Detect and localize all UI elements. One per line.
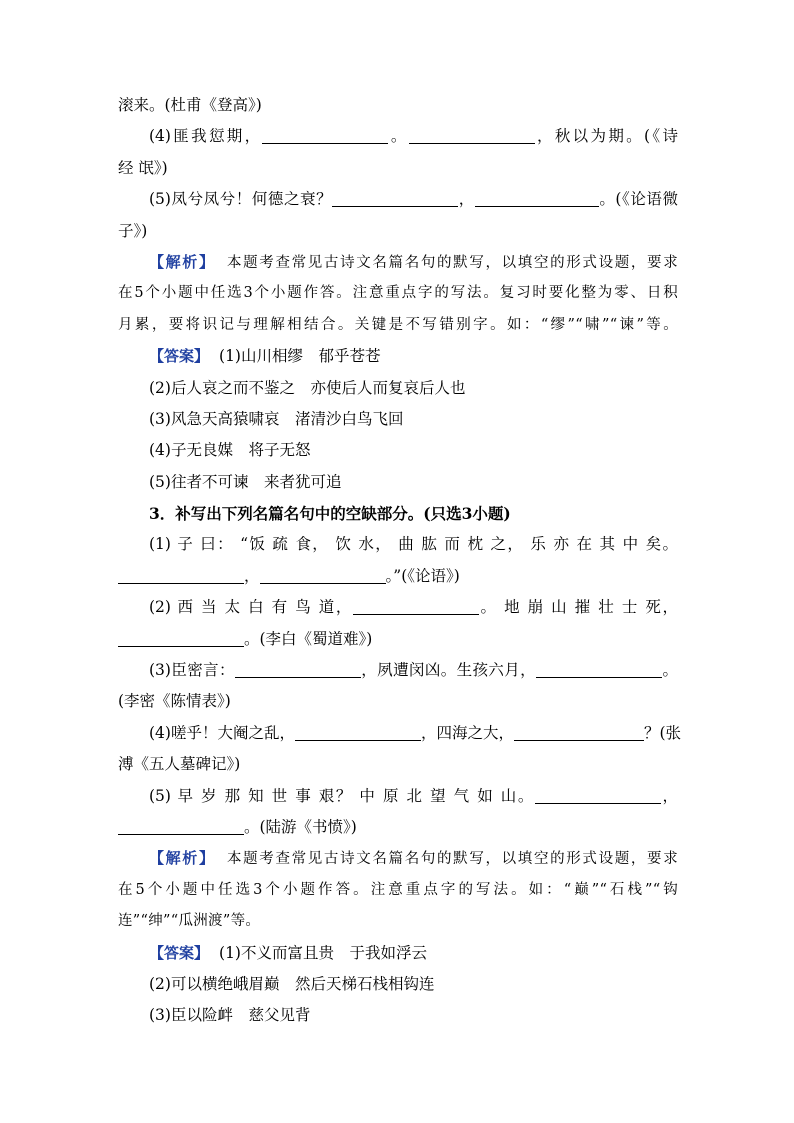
q2-answer-line2: (2)后人哀之而不鉴之 亦使后人而复哀后人也 [149,378,466,397]
q3-explanation-line3: 连”“绅”“瓜洲渡”等。 [118,913,261,930]
q3-item-3-cont: (李密《陈情表》) [118,692,231,711]
answer-blank[interactable] [118,565,244,584]
q3-item-4: (4)嗟乎！大阉之乱， ，四海之大， ？(张 [149,723,682,742]
answer-tag: 【答案】 [149,943,210,962]
q2-explanation-line2: 在5个小题中任选3个小题作答。注意重点字的写法。复习时要化整为零、日积 [118,285,678,302]
q2-answer-line3: (3)风急天高猿啸哀 渚清沙白鸟飞回 [149,409,404,428]
q2-item-5-cont: 子》) [118,221,148,240]
explanation-tag: 【解析】 [149,849,216,868]
answer-blank[interactable] [409,125,535,144]
page-content [118,90,682,1032]
q3-item-5-cont: 。(陆游《书愤》) [118,812,678,843]
answer-blank[interactable] [332,188,458,207]
answer-blank[interactable] [514,722,644,741]
answer-blank[interactable] [536,659,662,678]
q3-item-3: (3)臣密言： ，夙遭闵凶。生孩六月， 。 [149,661,678,680]
answer-tag: 【答案】 [149,347,210,366]
q2-item-5: (5)凤兮凤兮！何德之衰？ ， 。(《论语微 [149,190,678,209]
q3-answer-line1: 【答案】 (1)不义而富且贵 于我如浮云 [149,943,427,962]
q3-answer-line3: (3)臣以险衅 慈父见背 [149,1006,311,1025]
q2-answer-line4: (4)子无良媒 将子无怒 [149,441,311,460]
q2-answer-line1: 【答案】 (1)山川相缪 郁乎苍苍 [149,347,381,366]
answer-blank[interactable] [118,628,244,647]
q3-item-1: (1) 子 曰： “饭 疏 食， 饮 水， 曲 肱 而 枕 之， 乐 亦 在 其 中 矣。 [149,535,678,554]
answer-blank[interactable] [535,785,661,804]
answer-blank[interactable] [353,596,479,615]
q3-item-4-cont: 溥《五人墓碑记》) [118,755,241,774]
answer-blank[interactable] [475,188,599,207]
q3-item-1-cont: ， 。”(《论语》) [118,561,678,592]
q3-answer-line2: (2)可以横绝峨眉巅 然后天梯石栈相钩连 [149,974,435,993]
explanation-tag: 【解析】 [149,252,216,271]
answer-blank[interactable] [235,659,361,678]
q3-explanation-line1: 【解析】 本题考查常见古诗文名篇名句的默写，以填空的形式设题，要求 [149,849,678,868]
q2-item-4-cont: 经 氓》) [118,158,168,177]
q2-item-4: (4)匪我愆期， 。 ，秋以为期。(《诗 [149,127,678,146]
q3-item-2: (2) 西 当 太 白 有 鸟 道， 。 地 崩 山 摧 壮 士 死， [149,598,678,617]
answer-blank[interactable] [118,816,244,835]
continuation-line: 滚来。(杜甫《登高》) [118,96,262,114]
q2-explanation-line3: 月累，要将识记与理解相结合。关键是不写错别字。如：“缪”“啸”“谏”等。 [118,316,678,333]
q3-explanation-line2: 在5个小题中任选3个小题作答。注意重点字的写法。如：“巅”“石栈”“钩 [118,881,678,898]
answer-blank[interactable] [262,125,388,144]
q2-explanation-line1: 【解析】 本题考查常见古诗文名篇名句的默写，以填空的形式设题，要求 [149,252,678,271]
q3-title: 3．补写出下列名篇名句中的空缺部分。(只选3小题) [149,504,511,524]
q3-item-5: (5) 早 岁 那 知 世 事 艰？ 中 原 北 望 气 如 山。 ， [149,786,678,805]
answer-blank[interactable] [295,722,421,741]
answer-blank[interactable] [260,565,386,584]
q2-answer-line5: (5)往者不可谏 来者犹可追 [149,472,342,491]
q3-item-2-cont: 。(李白《蜀道难》) [118,624,678,655]
